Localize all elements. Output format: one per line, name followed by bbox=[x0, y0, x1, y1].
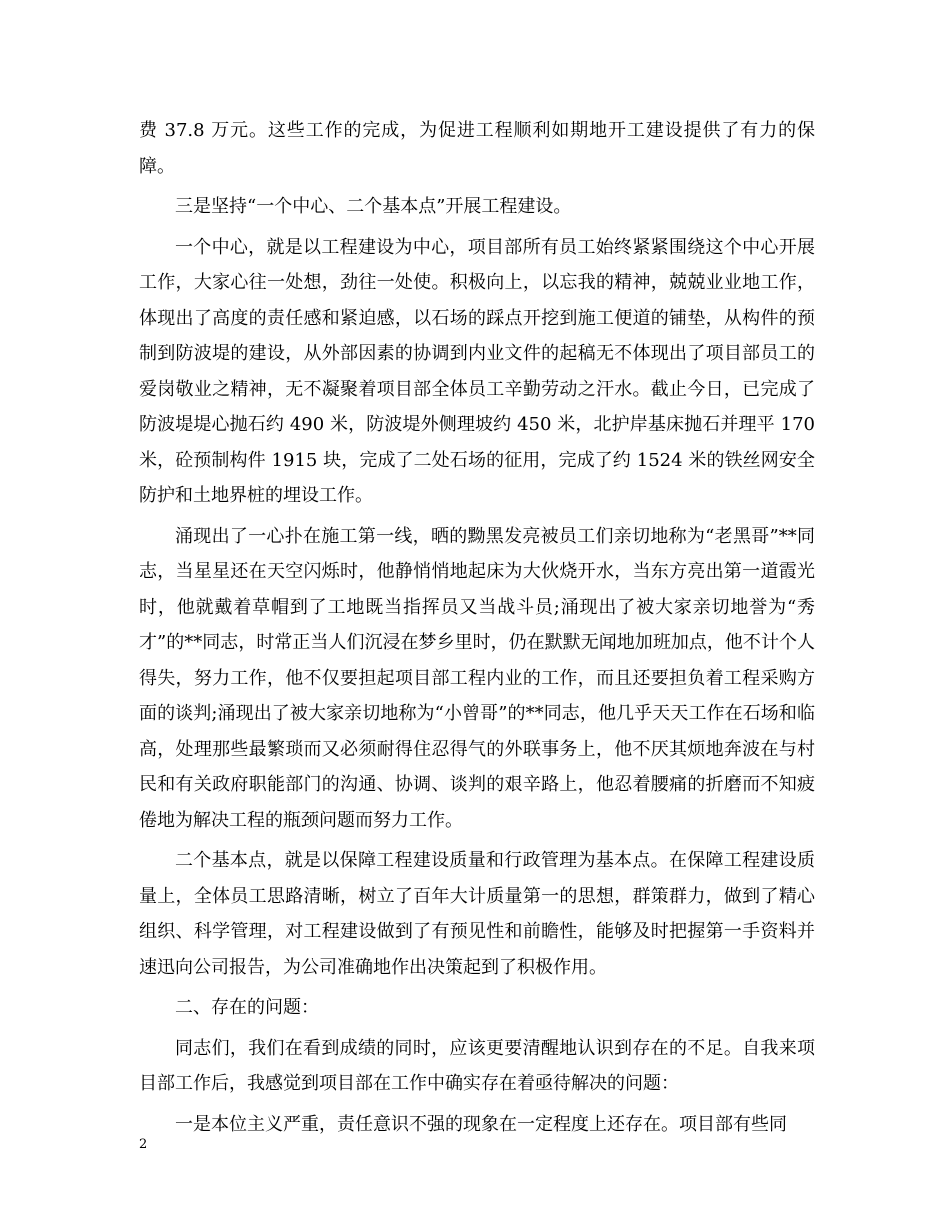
paragraph: 二个基本点，就是以保障工程建设质量和行政管理为基本点。在保障工程建设质量上，全体员工思路清晰，树立了百年大计质量第一的思想，群策群力，做到了精心组织、科学管理，对工程建设做到了有预见性和前瞻性，能够及时把握第一手资料并速迅向公司报告，为公司准确地作出决策起到了积极作用。 bbox=[139, 850, 815, 978]
paragraph: 三是坚持“一个中心、二个基本点”开展工程建设。 bbox=[175, 196, 572, 217]
paragraph: 一个中心，就是以工程建设为中心，项目部所有员工始终紧紧围绕这个中心开展工作，大家心往一处想，劲往一处使。积极向上，以忘我的精神，兢兢业业地工作，体现出了高度的责任感和紧迫感，以石场的踩点开挖到施工便道的铺垫，从构件的预制到防波堤的建设，从外部因素的协调到内业文件的起稿无不体现出了项目部员工的爱岗敬业之精神，无不凝聚着项目部全体员工辛勤劳动之汗水。截止今日，已完成了防波堤堤心抛石约 490 米，防波堤外侧理坡约 450 米，北护岸基床抛石并理平 170 米，砼预制构件 1915 块，完成了二处石场的征用，完成了约 1524 米的铁丝网安全防护和土地界桩的埋设工作。 bbox=[139, 236, 815, 506]
paragraph: 涌现出了一心扑在施工第一线，晒的黝黑发亮被员工们亲切地称为“老黑哥”**同志，当星星还在天空闪烁时，他静悄悄地起床为大伙烧开水，当东方亮出第一道霞光时，他就戴着草帽到了工地既当指挥员又当战斗员;涌现出了被大家亲切地誉为“秀才”的**同志，时常正当人们沉浸在梦乡里时，仍在默默无闻地加班加点，他不计个人得失，努力工作，他不仅要担起项目部工程内业的工作，而且还要担负着工程采购方面的谈判;涌现出了被大家亲切地称为“小曾哥”的**同志，他几乎天天工作在石场和临高，处理那些最繁琐而又必须耐得住忍得气的外联事务上，他不厌其烦地奔波在与村民和有关政府职能部门的沟通、协调、谈判的艰辛路上，他忍着腰痛的折磨而不知疲倦地为解决工程的瓶颈问题而努力工作。 bbox=[139, 525, 815, 831]
paragraph: 同志们，我们在看到成绩的同时，应该更要清醒地认识到存在的不足。自我来项目部工作后，我感觉到项目部在工作中确实存在着亟待解决的问题： bbox=[139, 1037, 815, 1094]
body-text bbox=[139, 113, 815, 1147]
paragraph: 费 37.8 万元。这些工作的完成，为促进工程顺利如期地开工建设提供了有力的保障。 bbox=[139, 120, 815, 177]
page-number: 2 bbox=[139, 1137, 148, 1152]
paragraph: 一是本位主义严重，责任意识不强的现象在一定程度上还存在。项目部有些同 bbox=[175, 1113, 787, 1135]
section-heading: 二、存在的问题： bbox=[175, 997, 319, 1018]
